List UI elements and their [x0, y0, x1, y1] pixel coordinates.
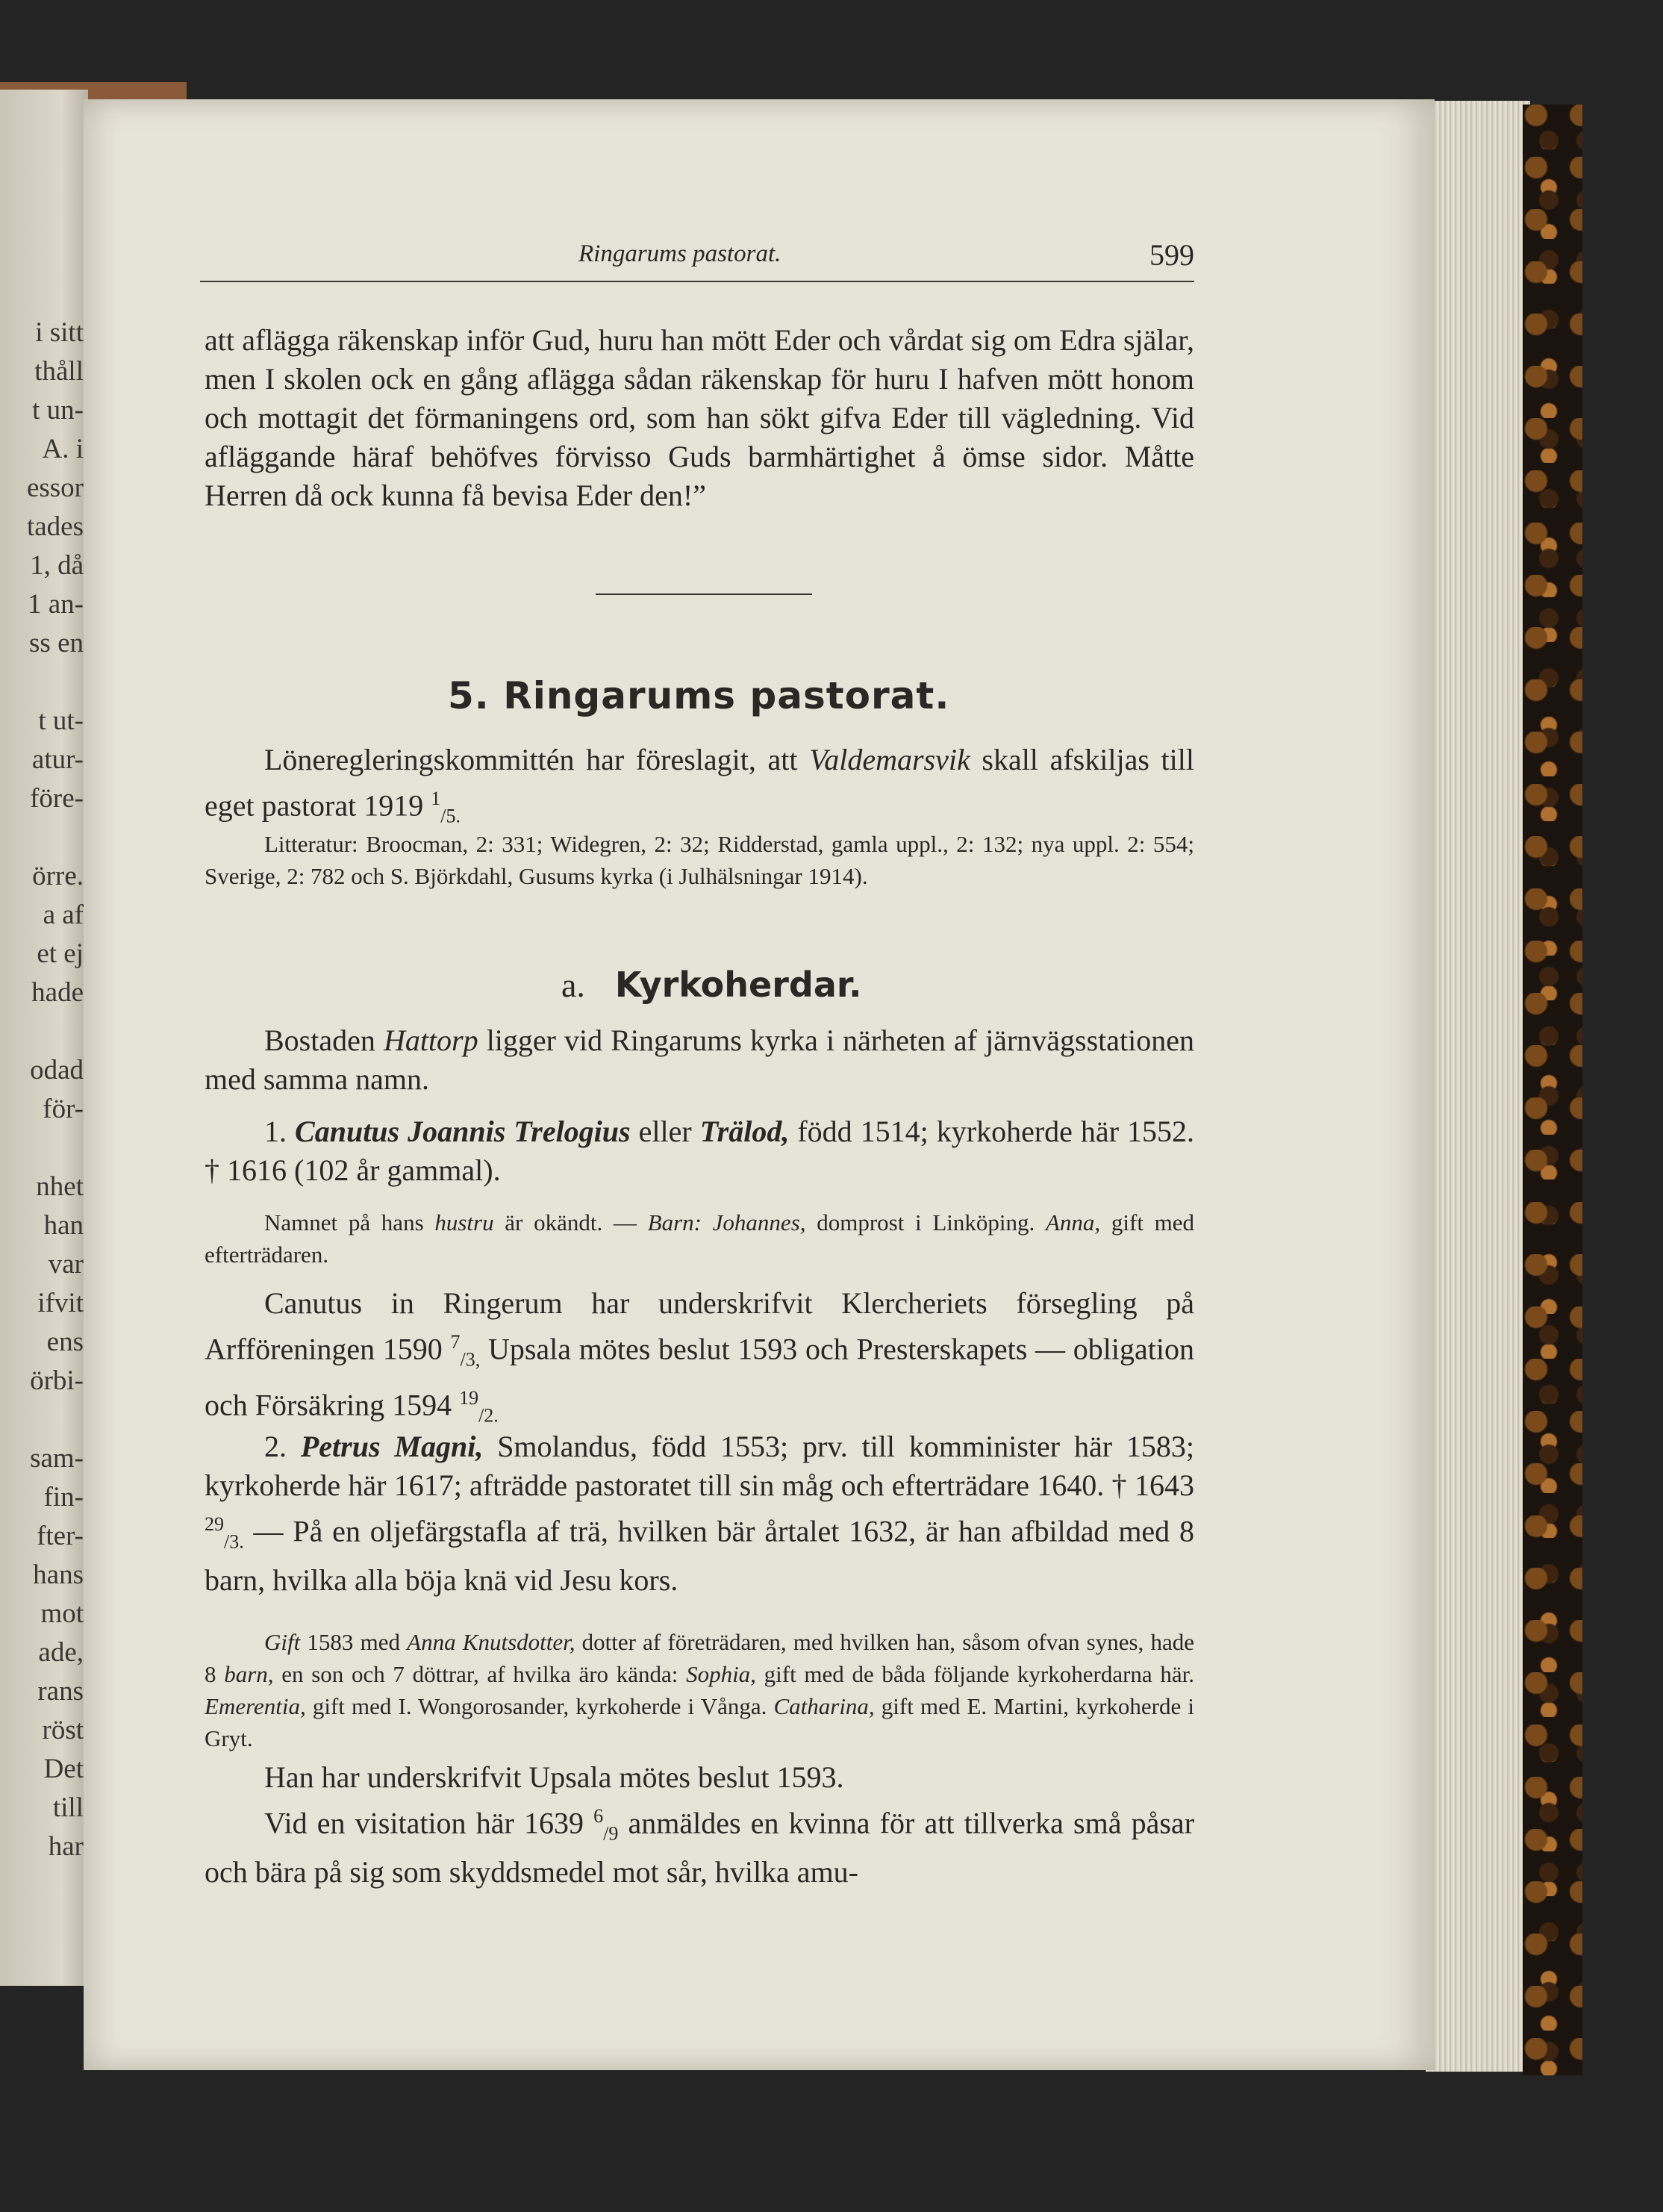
left-page-line: fter- [37, 1521, 84, 1551]
left-page-line [27, 663, 84, 702]
left-page-line: hade [31, 977, 84, 1008]
left-page-line: tades [26, 511, 84, 542]
left-page-line: till [52, 1792, 84, 1823]
left-page-line: t ut- [38, 705, 84, 736]
left-page-line: rans [37, 1676, 84, 1707]
left-page-line: a af [43, 900, 84, 930]
left-page-line: nhet [36, 1171, 84, 1202]
section-heading: 5. Ringarums pastorat. [448, 674, 950, 717]
section-intro: Löneregleringskommittén har föreslagit, att Valdemarsvik skall afskiljas till eget pastorat 1919 $^1_{/5.}$ [205, 743, 1194, 827]
marbled-cover [1523, 105, 1582, 2075]
left-page-line: A. i [42, 434, 84, 464]
left-page-line: fin- [43, 1482, 84, 1512]
left-page-line [27, 1129, 84, 1168]
left-page-line: mot [40, 1598, 84, 1629]
literature-note: Litteratur: Broocman, 2: 331; Widegren, 2: 32; Ridderstad, gamla uppl., 2: 132; nya uppl. 2: 554; Sverige, 2: 782 och S. Björkdahl, Gusums kyrka (i Julhälsningar 1914). [205, 831, 1194, 889]
left-page-line: ss en [29, 628, 84, 658]
left-page-line: 1 an- [28, 589, 84, 620]
left-page-line: et ej [37, 938, 84, 969]
left-page-line: odad [30, 1055, 84, 1085]
section-divider [596, 593, 812, 595]
left-page-line: har [48, 1831, 84, 1862]
left-page-line: i sitt [35, 317, 84, 348]
running-title: Ringarums pastorat. [578, 240, 781, 267]
page-number: 599 [1149, 238, 1194, 272]
left-page-line: atur- [31, 744, 84, 775]
left-page-line: var [48, 1249, 84, 1280]
entry-2-line-2: Vid en visitation här 1639 $^6_{/9}$ anmäldes en kvinna för att tillverka små påsar och bära på sig som skyddsmedel mot sår, hvilka amu- [205, 1805, 1195, 1889]
left-page-line: örre. [32, 861, 84, 891]
entry-1-paragraph: Canutus in Ringerum har underskrifvit Klercheriets försegling på Arfföreningen 1590 $^7_{/3,}$ Upsala mötes beslut 1593 och Presterskapets — obligation och Försäkring 1594 $^{19}_{/2.}$ [205, 1286, 1194, 1427]
left-page-line: örbi- [30, 1365, 84, 1396]
entry-1: 1. Canutus Joannis Trelogius eller Trälod, född 1514; kyrkoherde här 1552. † 1616 (102 år gammal). [205, 1115, 1195, 1187]
left-page [0, 90, 88, 1986]
left-page-line: ens [46, 1327, 84, 1357]
running-header [200, 237, 1194, 282]
left-page-line [27, 1401, 84, 1439]
left-page-line: för- [43, 1094, 84, 1124]
page-edges [1426, 101, 1530, 2072]
left-page-line: sam- [30, 1443, 84, 1474]
entry-2-line-1: Han har underskrifvit Upsala mötes beslut 1593. [264, 1760, 844, 1794]
left-page-line: hans [33, 1560, 84, 1590]
left-page-line: han [43, 1210, 84, 1241]
left-page-line: thåll [34, 356, 84, 387]
left-page-line [27, 818, 84, 857]
subsection-heading: a. Kyrkoherdar. [561, 965, 862, 1005]
left-page-text [27, 314, 84, 1866]
left-page-line: t un- [32, 395, 84, 426]
left-page-line: före- [30, 783, 84, 814]
left-page-line: ifvit [37, 1288, 84, 1318]
entry-2: 2. Petrus Magni, Smolandus, född 1553; prv. till komminister här 1583; kyrkoherde här 1617; afträdde pastoratet till sin måg och efterträdare 1640. † 1643 $^{29}_{/3.}$ — På en oljefärgstafla af trä, hvilken bär årtalet 1632, är han afbildad med 8 barn, hvilka alla böja knä vid Jesu kors. [205, 1430, 1194, 1598]
left-page-line: essor [26, 473, 84, 503]
left-page-line: ade, [38, 1637, 84, 1668]
left-page-line: 1, då [30, 550, 84, 581]
entry-2-note: Gift 1583 med Anna Knutsdotter, dotter af företrädaren, med hvilken han, såsom ofvan synes, hade 8 barn, en son och 7 döttrar, af hvilka äro kända: Sophia, gift med de båda följande kyrkoherdarna här. Emerentia, gift med I. Wongorosander, kyrkoherde i Vånga. Catharina, gift med E. Martini, kyrkoherde i Gryt. [205, 1629, 1194, 1751]
paragraph-1: att aflägga räkenskap inför Gud, huru han mött Eder och vårdat sig om Edra själar, men I skolen ock en gång aflägga sådan räkenskap för huru I hafven mött honom och mottagit det förmaningens ord, som han sökt gifva Eder till vägledning. Vid afläggande häraf behöfves förvisso Guds barmhärtighet å ömse sidor. Måtte Herren då ock kunna få bevisa Eder den!” [205, 323, 1194, 512]
left-page-line: röst [42, 1715, 84, 1745]
subsection-intro: Bostaden Hattorp ligger vid Ringarums kyrka i närheten af järnvägsstationen med samma namn. [205, 1024, 1194, 1096]
left-page-line [27, 1012, 84, 1051]
left-page-line: Det [43, 1754, 84, 1784]
entry-1-note: Namnet på hans hustru är okändt. — Barn: Johannes, domprost i Linköping. Anna, gift med efterträdaren. [205, 1209, 1195, 1268]
